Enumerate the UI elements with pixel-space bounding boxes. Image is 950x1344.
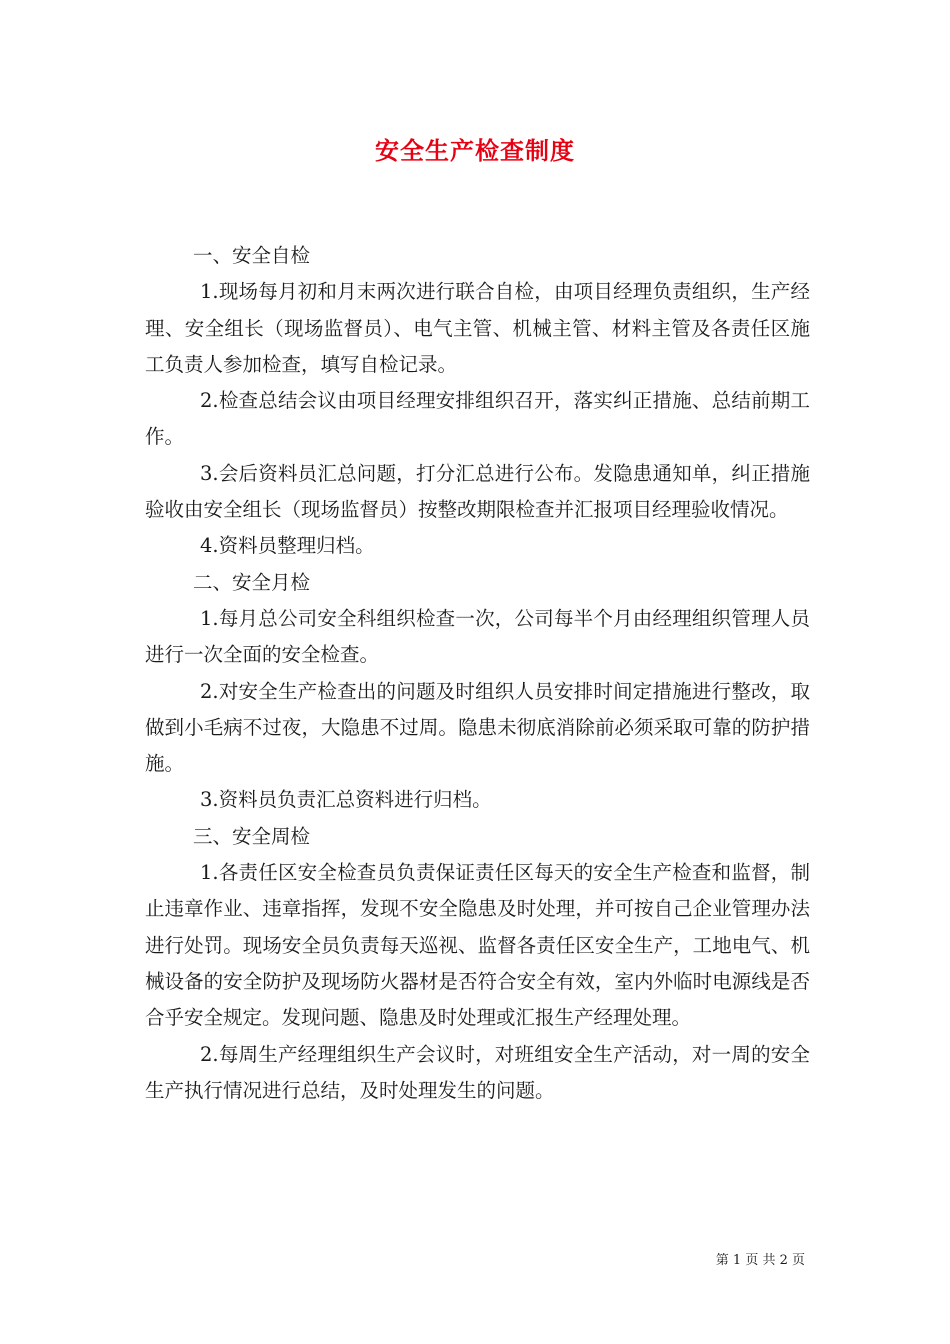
section-heading: 一、安全自检 <box>193 244 311 267</box>
section-heading: 二、安全月检 <box>193 570 311 594</box>
document-title: 安全生产检查制度 <box>375 136 575 165</box>
document-body <box>145 238 810 1109</box>
paragraph: 1.每月总公司安全科组织检查一次，公司每半个月由经理组织管理人员进行一次全面的安全检查。 <box>145 606 810 667</box>
page-number-footer: 第 1 页 共 2 页 <box>715 1253 805 1268</box>
paragraph: 3.资料员负责汇总资料进行归档。 <box>200 788 492 812</box>
paragraph: 1.现场每月初和月末两次进行联合自检，由项目经理负责组织，生产经理、安全组长（现场监督员）、电气主管、机械主管、材料主管及各责任区施工负责人参加检查，填写自检记录。 <box>145 280 810 376</box>
paragraph: 4.资料员整理归档。 <box>200 534 375 558</box>
paragraph: 3.会后资料员汇总问题，打分汇总进行公布。发隐患通知单，纠正措施验收由安全组长（现场监督员）按整改期限检查并汇报项目经理验收情况。 <box>145 461 810 522</box>
paragraph: 2.对安全生产检查出的问题及时组织人员安排时间定措施进行整改，取做到小毛病不过夜，大隐患不过周。隐患未彻底消除前必须采取可靠的防护措施。 <box>145 679 810 776</box>
paragraph: 2.检查总结会议由项目经理安排组织召开，落实纠正措施、总结前期工作。 <box>145 389 810 449</box>
paragraph: 1.各责任区安全检查员负责保证责任区每天的安全生产检查和监督，制止违章作业、违章指挥，发现不安全隐患及时处理，并可按自己企业管理办法进行处罚。现场安全员负责每天巡视、监督各责任区安全生产，工地电气、机械设备的安全防护及现场防火器材是否符合安全有效，室内外临时电源线是否合乎安全规定。发现问题、隐患及时处理或汇报生产经理处理。 <box>145 861 810 1030</box>
section-heading: 三、安全周检 <box>193 824 311 848</box>
paragraph: 2.每周生产经理组织生产会议时，对班组安全生产活动，对一周的安全生产执行情况进行总结，及时处理发生的问题。 <box>145 1042 810 1102</box>
